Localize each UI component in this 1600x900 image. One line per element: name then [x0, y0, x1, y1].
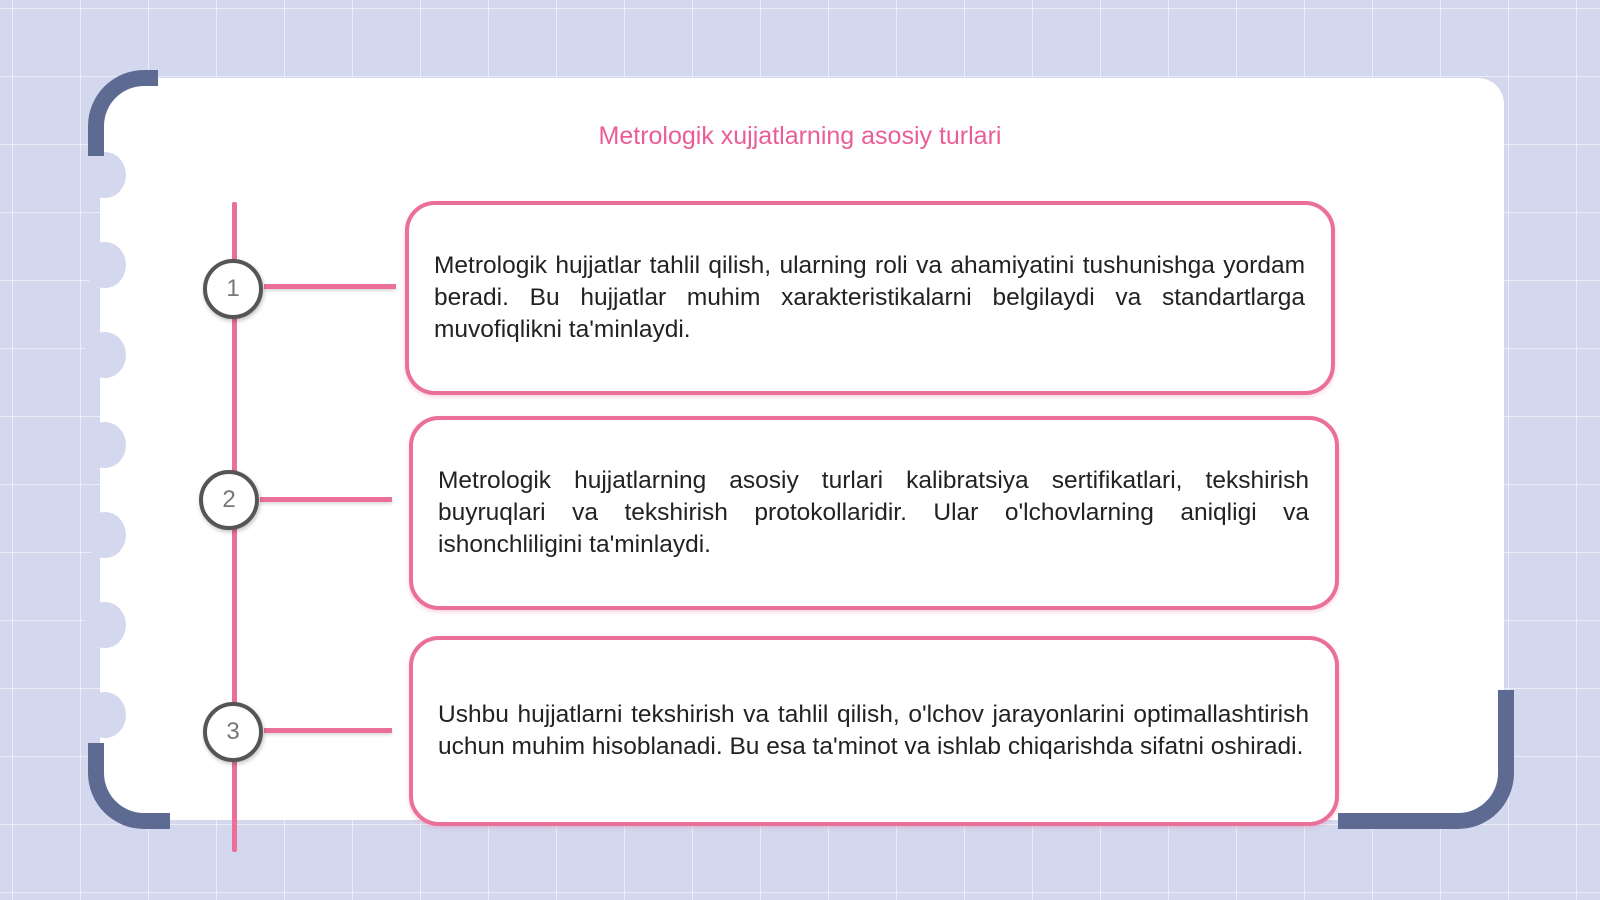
notebook-hole [84, 242, 126, 288]
content-box-text: Metrologik hujjatlar tahlil qilish, ularning roli va ahamiyatini tushunishga yordam beradi. Bu hujjatlar muhim xarakteristikalarni belgilaydi va standartlarga muvofiqlikni ta'minlaydi. [434, 252, 1305, 343]
notebook-hole [84, 332, 126, 378]
timeline-connector-1 [264, 284, 396, 289]
notebook-hole [84, 692, 126, 738]
content-box-3 [409, 636, 1339, 826]
timeline-connector-2 [260, 497, 392, 502]
corner-bracket-bottom-left [88, 743, 170, 829]
notebook-hole [84, 602, 126, 648]
slide-title: Metrologik xujjatlarning asosiy turlari [598, 122, 1002, 150]
corner-bracket-bottom-right [1338, 690, 1514, 829]
content-box-1 [405, 201, 1335, 395]
timeline-node-2: 2 [199, 470, 259, 530]
timeline-node-3: 3 [203, 702, 263, 762]
corner-bracket-top-left [88, 70, 158, 156]
content-box-2 [409, 416, 1339, 610]
content-box-text: Metrologik hujjatlarning asosiy turlari kalibratsiya sertifikatlari, tekshirish buyruqlari va tekshirish protokollaridir. Ular o'lchovlarning aniqligi va ishonchliligini ta'minlaydi. [438, 467, 1309, 558]
notebook-hole [84, 512, 126, 558]
timeline-node-1: 1 [203, 259, 263, 319]
content-box-text: Ushbu hujjatlarni tekshirish va tahlil qilish, o'lchov jarayonlarini optimallashtirish uchun muhim hisoblanadi. Bu esa ta'minot va ishlab chiqarishda sifatni oshiradi. [438, 701, 1309, 760]
timeline-connector-3 [264, 728, 392, 733]
notebook-hole [84, 152, 126, 198]
notebook-hole [84, 422, 126, 468]
